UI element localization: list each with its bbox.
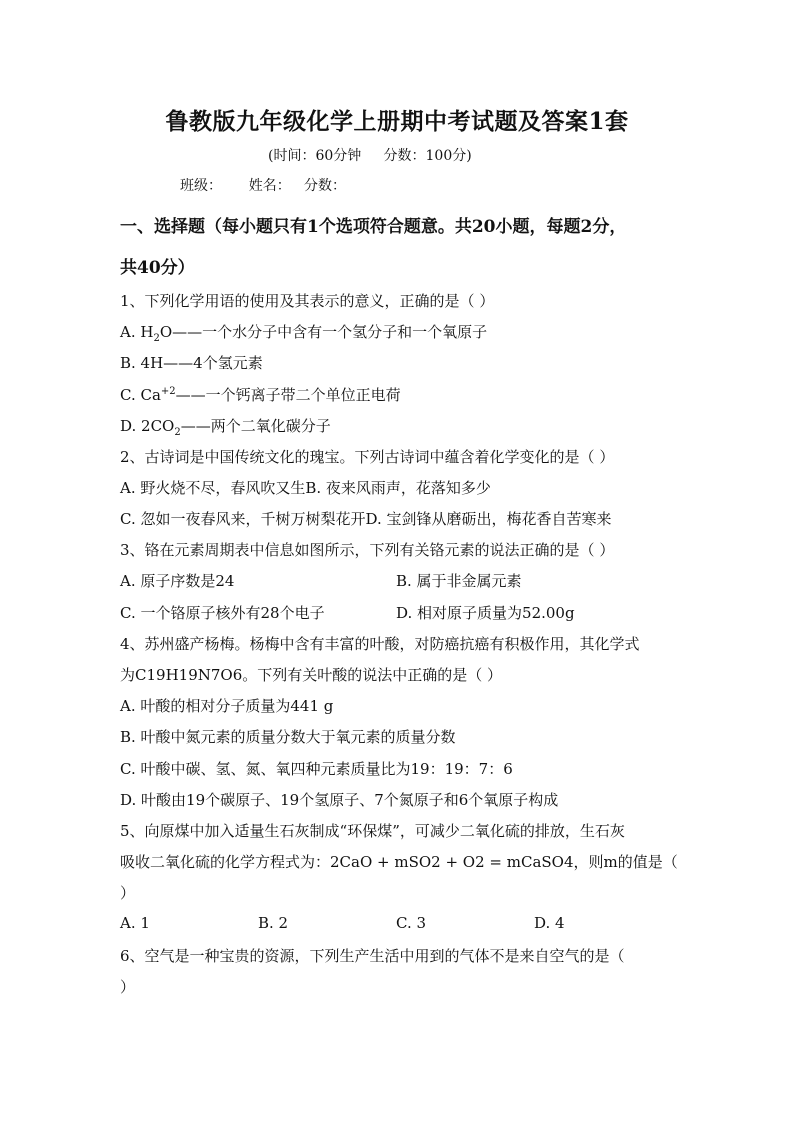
question-5-stem-3: ） [120, 884, 136, 902]
option-a-text-2: O——一个水分子中含有一个氢分子和一个氧原子 [159, 323, 488, 341]
question-3-option-a: A. 原子序数是24 [120, 572, 235, 590]
question-2-stem: 2、古诗词是中国传统文化的瑰宝。下列古诗词中蕴含着化学变化的是（ ） [120, 448, 615, 466]
option-a-text-1: A. H [120, 323, 154, 341]
question-5-stem-2: 吸收二氧化硫的化学方程式为：2CaO + mSO2 + O2 = mCaSO4，则m的值是（ [120, 853, 678, 871]
question-3-option-d: D. 相对原子质量为52.00g [396, 604, 575, 622]
question-4-stem-1: 4、苏州盛产杨梅。杨梅中含有丰富的叶酸，对防癌抗癌有积极作用，其化学式 [120, 635, 640, 653]
question-4-option-d: D. 叶酸由19个碳原子、19个氢原子、7个氮原子和6个氧原子构成 [120, 791, 559, 809]
question-3-option-c: C. 一个铬原子核外有28个电子 [120, 604, 325, 622]
question-5-options [120, 914, 680, 932]
exam-title: 鲁教版九年级化学上册期中考试题及答案1套 [165, 108, 629, 135]
question-3-stem: 3、铬在元素周期表中信息如图所示，下列有关铬元素的说法正确的是（ ） [120, 541, 615, 559]
question-6-stem-2: ） [120, 978, 136, 996]
option-c-text-1: C. Ca [120, 386, 161, 404]
section-heading-line-1: 一、选择题（每小题只有1个选项符合题意。共20小题，每题2分， [120, 217, 627, 237]
question-6-stem-1: 6、空气是一种宝贵的资源，下列生产生活中用到的气体不是来自空气的是（ [120, 947, 625, 965]
question-3-options-row-2 [120, 602, 680, 623]
question-3-options-row-1 [120, 570, 680, 591]
question-5-option-a: A. 1 [120, 914, 150, 932]
question-1-option-b: B. 4H——4个氢元素 [120, 354, 263, 372]
option-c-superscript: +2 [160, 386, 176, 397]
question-5-option-b: B. 2 [258, 914, 289, 932]
section-heading-line-2: 共40分） [120, 258, 195, 278]
question-5-option-c: C. 3 [396, 914, 427, 932]
question-4-option-b: B. 叶酸中氮元素的质量分数大于氧元素的质量分数 [120, 728, 456, 746]
question-5-option-d: D. 4 [534, 914, 565, 932]
student-info-line: 班级： 姓名： 分数： [180, 178, 347, 194]
question-1-option-a [120, 321, 487, 344]
option-c-text-2: ——一个钙离子带二个单位正电荷 [175, 386, 401, 404]
question-1-option-c [120, 384, 401, 405]
option-a-subscript: 2 [153, 333, 160, 344]
question-4-option-c: C. 叶酸中碳、氢、氮、氧四种元素质量比为19：19：7：6 [120, 760, 513, 778]
question-1-option-d [120, 415, 331, 438]
question-4-stem-2: 为C19H19N7O6。下列有关叶酸的说法中正确的是（ ） [120, 666, 503, 684]
question-4-option-a: A. 叶酸的相对分子质量为441 g [120, 697, 334, 715]
question-3-option-b: B. 属于非金属元素 [396, 572, 522, 590]
option-d-subscript: 2 [174, 427, 181, 438]
question-1-stem: 1、下列化学用语的使用及其表示的意义，正确的是（ ） [120, 292, 495, 310]
exam-time-score: (时间：60分钟 分数：100分) [268, 148, 472, 164]
question-2-options-cd: C. 忽如一夜春风来，千树万树梨花开D. 宝剑锋从磨砺出，梅花香自苦寒来 [120, 510, 612, 528]
question-5-stem-1: 5、向原煤中加入适量生石灰制成“环保煤”，可减少二氧化硫的排放，生石灰 [120, 822, 625, 840]
option-d-text-1: D. 2CO [120, 417, 175, 435]
question-2-options-ab: A. 野火烧不尽，春风吹又生B. 夜来风雨声，花落知多少 [120, 479, 491, 497]
option-d-text-2: ——两个二氧化碳分子 [180, 417, 331, 435]
